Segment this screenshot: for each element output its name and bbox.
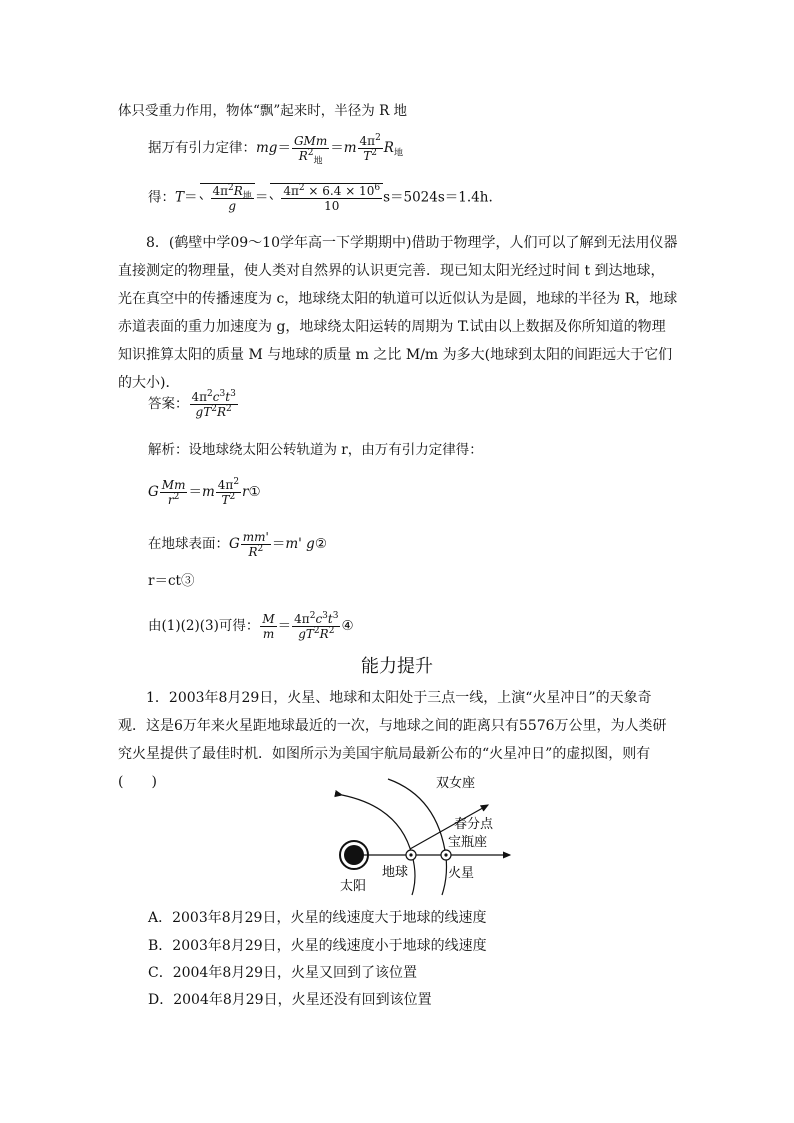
equation-2: 在地球表面：G $\frac{mm'}{R^2}$ ＝m' g② [148,530,327,559]
sun-core [344,845,364,865]
option-d: D．2004年8月29日，火星还没有回到该位置 [148,992,432,1008]
label-aquarius: 宝瓶座 [448,835,488,850]
answer-label: 答案： [148,396,189,412]
label-earth: 地球 [382,865,409,880]
surface-label: 在地球表面： [148,536,229,552]
combine-label: 由(1)(2)(3)可得： [148,618,260,634]
formula-label: 据万有引力定律： [148,140,256,156]
question-1: 1．2003年8月29日，火星、地球和太阳处于三点一线，上演“火星冲日”的天象奇观．这是6万年来火星距地球最近的一次，与地球之间的距离只有5576万公里，为人类研究火星提供了最佳时机．如图所示为美国宇航局最新公布的“火星冲日”的虚拟图，则有( ) [118,690,667,790]
label-gemini: 双女座 [436,776,476,791]
equation-3: r＝ct③ [148,573,195,589]
answer-8: 答案： $\frac{4\pi^2c^3t^3}{gT^2R^2}$ [148,389,236,419]
mars-opposition-figure [330,767,520,897]
label-sun: 太阳 [340,879,367,894]
gravitation-formula: 据万有引力定律：mg＝ $\frac{\text{GMm}}{R^2_地}$ ＝m $\frac{4\pi^2}{T^2}$ $R_地$ [148,133,403,167]
equation-1: G $\frac{Mm}{r^2}$ ＝m $\frac{4\pi^2}{T^2}$ r① [148,477,261,507]
result-label: 得： [148,189,175,206]
option-c: C．2004年8月29日，火星又回到了该位置 [148,965,418,981]
mars-dot [444,853,447,856]
result-value: s＝5024s＝1.4h. [383,189,493,206]
earth-dot [409,853,412,856]
option-b: B．2003年8月29日，火星的线速度小于地球的线速度 [148,938,487,954]
option-a: A．2003年8月29日，火星的线速度大于地球的线速度 [148,910,487,926]
question-8: 8．(鹤壁中学09～10学年高一下学期期中)借助于物理学，人们可以了解到无法用仪器直接测定的物理量，使人类对自然界的认识更完善．现已知太阳光经过时间 t 到达地球，光在真空中的传播速度为 c，地球绕太阳的轨道可以近似认为是圆，地球的半径为 R，地球赤道表面的重力加速度为 g，地球绕太阳运转的周期为 T.试由以上数据及你所知道的物理知识推算太阳的质量 M 与地球的质量 m 之比 M/m 为多大(地球到太阳的间距远大于它们的大小)． [118,235,678,391]
period-result: 得：T＝ $\frac{4\pi^2R_地}{g}$ ＝ $\frac{4\pi^2 \times 6.4 \times 10^6}{10}$ s＝5024s＝1.4h. [148,183,493,213]
text-line-1: 体只受重力作用，物体“飘”起来时，半径为 R 地 [118,103,408,119]
analysis-8: 解析：设地球绕太阳公转轨道为 r，由万有引力定律得： [148,442,483,458]
equation-4: 由(1)(2)(3)可得： $\frac{M}{m}$ ＝ $\frac{4\pi^2c^3t^3}{gT^2R^2}$ ④ [148,611,354,641]
label-mars: 火星 [448,866,475,881]
label-equinox: 春分点 [454,817,494,832]
section-title: 能力提升 [361,656,433,677]
